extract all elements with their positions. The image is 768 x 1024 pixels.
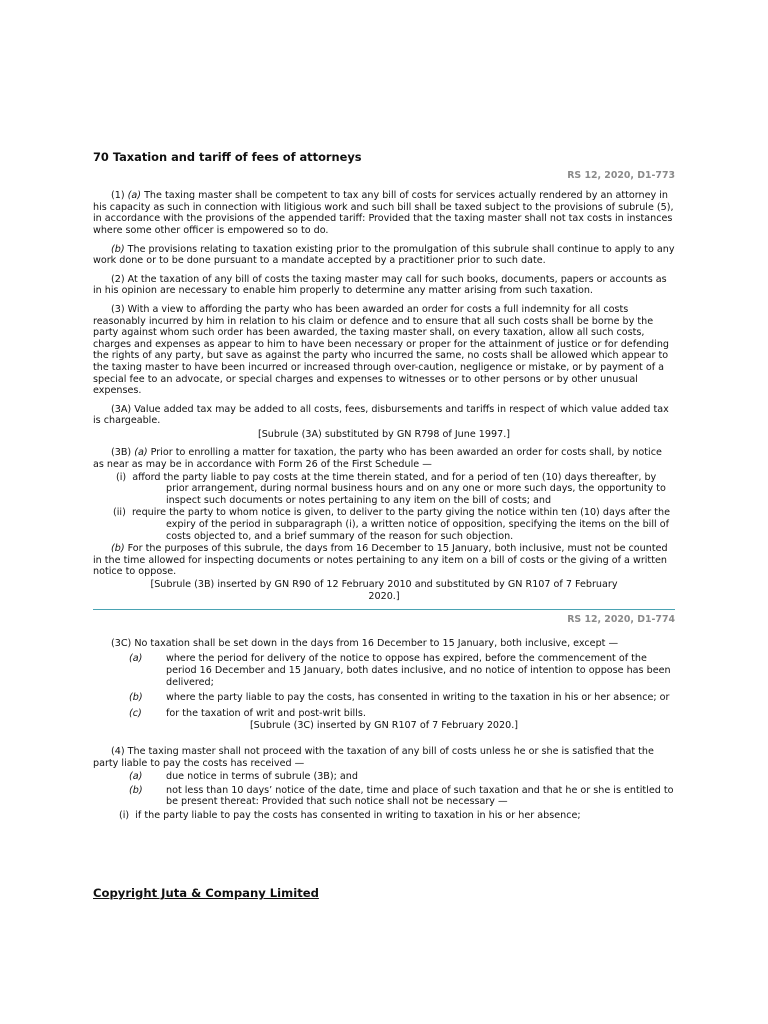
paragraph-2: (2) At the taxation of any bill of costs the taxing master may call for such books, documents, papers or accounts as in his opinion are necessary to enable him properly to determine any matter arising from such taxation.	[93, 273, 667, 297]
page-reference-2: RS 12, 2020, D1-774	[567, 614, 675, 626]
amendment-note-3b: [Subrule (3B) inserted by GN R90 of 12 February 2010 and substituted by GN R107 of 7 February 2020.]	[150, 579, 618, 602]
item-4-i: (i) if the party liable to pay the costs has consented in writing to taxation in his or her absence;	[119, 809, 581, 821]
paragraph-3b-a: (3B) (a) Prior to enrolling a matter for taxation, the party who has been awarded an order for costs shall, by notice as near as may be in accordance with Form 26 of the First Schedule —	[93, 447, 662, 471]
page-divider	[93, 609, 675, 610]
amendment-note-3c: [Subrule (3C) inserted by GN R107 of 7 February 2020.]	[249, 720, 519, 732]
page-reference: RS 12, 2020, D1-773	[567, 169, 675, 181]
subitem-ii: (ii) require the party to whom notice is given, to deliver to the party giving the notice within ten (10) days after the expiry of the period in subparagraph (i), a written notice of opposition, specifying the items on the bill of costs objected to, and a brief summary of the reason for such objection.	[113, 507, 671, 542]
item-3c-b: (b) where the party liable to pay the costs, has consented in writing to the taxation in his or her absence; or	[129, 692, 670, 704]
subitem-i: (i) afford the party liable to pay costs at the time therein stated, and for a period of ten (10) days thereafter, by prior arrangement, during normal business hours and on any one or more such days, the opportunity to inspect such documents or notes pertaining to any item on the bill of costs; and	[116, 471, 666, 506]
section-heading: 70 Taxation and tariff of fees of attorneys	[93, 150, 362, 164]
item-3c-c: (c) for the taxation of writ and post-writ bills.	[129, 707, 366, 719]
paragraph-3b-b: (b) For the purposes of this subrule, the days from 16 December to 15 January, both inclusive, must not be counted in the time allowed for inspecting documents or notes pertaining to any item on a bill of costs or the giving of a written notice to oppose.	[93, 543, 668, 578]
item-3c-a: (a) where the period for delivery of the notice to oppose has expired, before the commencement of the period 16 December and 15 January, both dates inclusive, and no notice of intention to oppose has been delivered;	[129, 653, 671, 688]
paragraph-4: (4) The taxing master shall not proceed with the taxation of any bill of costs unless he or she is satisfied that the party liable to pay the costs has received —	[93, 745, 654, 769]
paragraph-1b: (b) The provisions relating to taxation existing prior to the promulgation of this subrule shall continue to apply to any work done or to be done pursuant to a mandate accepted by a practitioner prior to such date.	[93, 243, 675, 267]
paragraph-3a: (3A) Value added tax may be added to all costs, fees, disbursements and tariffs in respect of which value added tax is chargeable.	[93, 403, 669, 427]
paragraph-3: (3) With a view to affording the party who has been awarded an order for costs a full indemnity for all costs reasonably incurred by him in relation to his claim or defence and to ensure that all such costs shall be borne by the party against whom such order has been awarded, the taxing master shall, on every taxation, allow all such costs, charges and expenses as appear to him to have been necessary or proper for the attainment of justice or for defending the rights of any party, but save as against the party who incurred the same, no costs shall be allowed which appear to the taxing master to have been incurred or increased through over-caution, negligence or mistake, or by payment of a special fee to an advocate, or special charges and expenses to witnesses or to other persons or by other unusual expenses.	[93, 303, 669, 397]
item-4-b: (b) not less than 10 days’ notice of the date, time and place of such taxation and that he or she is entitled to be present thereat: Provided that such notice shall not be necessary —	[129, 784, 674, 808]
paragraph-3c: (3C) No taxation shall be set down in the days from 16 December to 15 January, both inclusive, except —	[111, 637, 619, 649]
item-4-a: (a) due notice in terms of subrule (3B); and	[129, 771, 358, 783]
document-content	[93, 150, 675, 822]
amendment-note-3a: [Subrule (3A) substituted by GN R798 of June 1997.]	[257, 428, 511, 440]
copyright-notice: Copyright Juta & Company Limited	[93, 886, 319, 900]
paragraph-1a: (1) (a) The taxing master shall be competent to tax any bill of costs for services actually rendered by an attorney in his capacity as such in connection with litigious work and such bill shall be taxed subject to the provisions of subrule (5), in accordance with the provisions of the appended tariff: Provided that the taxing master shall not tax costs in instances where some other officer is empowered so to do.	[93, 190, 674, 236]
